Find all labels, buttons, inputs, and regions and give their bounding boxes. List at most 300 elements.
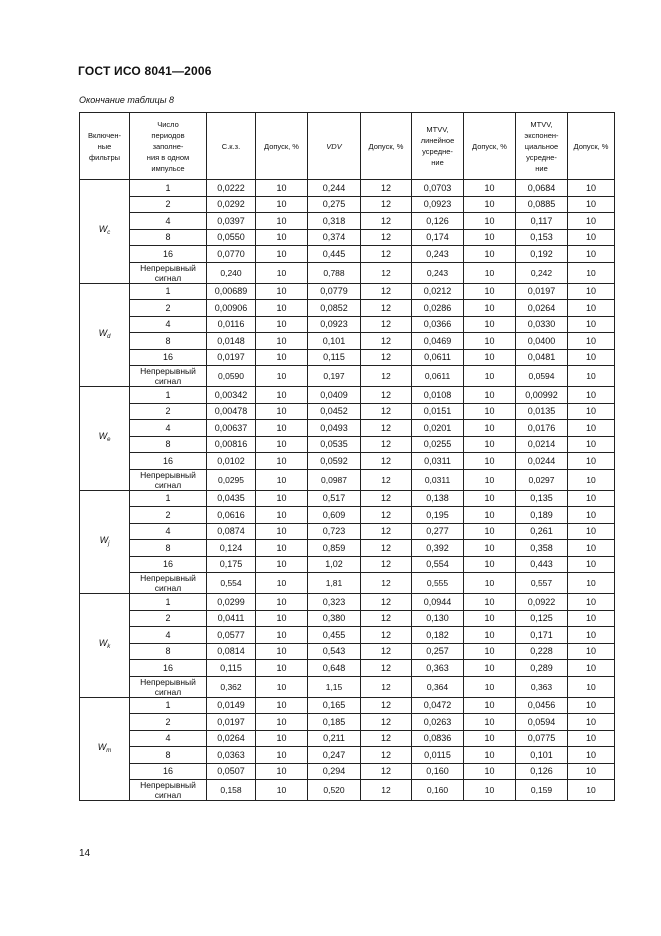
mtvv-exponential-cell: 0,0135 — [516, 403, 568, 420]
vdv-cell: 0,244 — [308, 180, 361, 197]
tolerance-cell: 10 — [256, 507, 308, 524]
tolerance-cell: 10 — [464, 523, 516, 540]
rms-cell: 0,554 — [207, 573, 256, 594]
mtvv-exponential-cell: 0,358 — [516, 540, 568, 557]
periods-cell: 2 — [130, 403, 207, 420]
table-row — [80, 403, 615, 420]
mtvv-exponential-cell: 0,189 — [516, 507, 568, 524]
periods-cell: 1 — [130, 594, 207, 611]
mtvv-linear-cell: 0,174 — [412, 229, 464, 246]
rms-cell: 0,0577 — [207, 627, 256, 644]
periods-cell: 16 — [130, 349, 207, 366]
periods-cell: 4 — [130, 420, 207, 437]
vdv-cell: 0,0852 — [308, 300, 361, 317]
tolerance-cell: 10 — [464, 763, 516, 780]
rms-cell: 0,00342 — [207, 387, 256, 404]
mtvv-exponential-cell: 0,0176 — [516, 420, 568, 437]
tolerance-cell: 10 — [256, 229, 308, 246]
mtvv-exponential-cell: 0,0297 — [516, 469, 568, 490]
periods-cell: 1 — [130, 283, 207, 300]
vdv-cell: 0,0923 — [308, 316, 361, 333]
table-row — [80, 229, 615, 246]
mtvv-exponential-cell: 0,0197 — [516, 283, 568, 300]
table-row — [80, 714, 615, 731]
mtvv-linear-cell: 0,0115 — [412, 747, 464, 764]
mtvv-linear-cell: 0,0836 — [412, 730, 464, 747]
tolerance-cell: 12 — [361, 763, 412, 780]
periods-cell: Непрерывный сигнал — [130, 573, 207, 594]
table-row — [80, 300, 615, 317]
vdv-cell: 0,445 — [308, 246, 361, 263]
table-row — [80, 610, 615, 627]
vdv-cell: 0,380 — [308, 610, 361, 627]
rms-cell: 0,0197 — [207, 714, 256, 731]
mtvv-linear-cell: 0,0472 — [412, 697, 464, 714]
table-row — [80, 507, 615, 524]
periods-cell: 16 — [130, 763, 207, 780]
tolerance-cell: 10 — [256, 420, 308, 437]
tolerance-cell: 10 — [568, 366, 615, 387]
periods-cell: 8 — [130, 747, 207, 764]
filter-name — [80, 594, 130, 698]
tolerance-cell: 10 — [464, 387, 516, 404]
rms-cell: 0,0148 — [207, 333, 256, 350]
filter-name — [80, 697, 130, 801]
vdv-cell: 0,0987 — [308, 469, 361, 490]
tolerance-cell: 10 — [464, 660, 516, 677]
tolerance-cell: 12 — [361, 387, 412, 404]
rms-cell: 0,362 — [207, 676, 256, 697]
rms-cell: 0,0116 — [207, 316, 256, 333]
rms-cell: 0,00689 — [207, 283, 256, 300]
vdv-cell: 0,165 — [308, 697, 361, 714]
tolerance-cell: 10 — [256, 403, 308, 420]
vdv-cell: 0,101 — [308, 333, 361, 350]
tolerance-cell: 12 — [361, 262, 412, 283]
mtvv-linear-cell: 0,138 — [412, 490, 464, 507]
filter-subscript: e — [107, 437, 111, 444]
table-row — [80, 333, 615, 350]
tolerance-cell: 12 — [361, 556, 412, 573]
tolerance-cell: 10 — [568, 780, 615, 801]
vdv-cell: 0,0493 — [308, 420, 361, 437]
tolerance-cell: 12 — [361, 730, 412, 747]
tolerance-cell: 10 — [256, 180, 308, 197]
tolerance-cell: 12 — [361, 594, 412, 611]
mtvv-linear-cell: 0,126 — [412, 213, 464, 230]
tolerance-cell: 10 — [256, 283, 308, 300]
tolerance-cell: 12 — [361, 316, 412, 333]
tolerance-cell: 12 — [361, 523, 412, 540]
mtvv-linear-cell: 0,130 — [412, 610, 464, 627]
page-number: 14 — [79, 848, 91, 859]
periods-cell: 16 — [130, 246, 207, 263]
tolerance-cell: 10 — [464, 262, 516, 283]
tolerance-cell: 10 — [256, 643, 308, 660]
tolerance-cell: 10 — [464, 180, 516, 197]
table-row — [80, 556, 615, 573]
tolerance-cell: 12 — [361, 747, 412, 764]
tolerance-cell: 10 — [256, 333, 308, 350]
header-rms: С.к.з. — [207, 113, 256, 180]
rms-cell: 0,158 — [207, 780, 256, 801]
table-row — [80, 246, 615, 263]
periods-cell: 4 — [130, 213, 207, 230]
vdv-cell: 0,247 — [308, 747, 361, 764]
tolerance-cell: 12 — [361, 403, 412, 420]
rms-cell: 0,0550 — [207, 229, 256, 246]
tolerance-cell: 10 — [464, 573, 516, 594]
tolerance-cell: 10 — [568, 573, 615, 594]
header-tolerance-3: Допуск, % — [464, 113, 516, 180]
vdv-cell: 0,648 — [308, 660, 361, 677]
header-tolerance-4: Допуск, % — [568, 113, 615, 180]
tolerance-cell: 12 — [361, 469, 412, 490]
tolerance-cell: 10 — [568, 387, 615, 404]
table-row — [80, 387, 615, 404]
filter-name — [80, 283, 130, 387]
mtvv-linear-cell: 0,243 — [412, 262, 464, 283]
periods-cell: 1 — [130, 697, 207, 714]
filter-symbol: W — [98, 638, 108, 649]
tolerance-cell: 10 — [464, 366, 516, 387]
tolerance-cell: 10 — [568, 196, 615, 213]
vdv-cell: 0,294 — [308, 763, 361, 780]
mtvv-linear-cell: 0,0469 — [412, 333, 464, 350]
tolerance-cell: 10 — [464, 730, 516, 747]
table-row — [80, 627, 615, 644]
filter-subscript: d — [107, 333, 111, 340]
periods-cell: Непрерывный сигнал — [130, 469, 207, 490]
tolerance-cell: 12 — [361, 349, 412, 366]
periods-cell: 4 — [130, 316, 207, 333]
tolerance-cell: 12 — [361, 196, 412, 213]
mtvv-linear-cell: 0,0611 — [412, 366, 464, 387]
periods-cell: 16 — [130, 556, 207, 573]
tolerance-cell: 10 — [256, 523, 308, 540]
tolerance-cell: 10 — [256, 387, 308, 404]
table-row — [80, 349, 615, 366]
filter-symbol: W — [98, 327, 108, 338]
tolerance-cell: 10 — [568, 643, 615, 660]
tolerance-cell: 10 — [464, 747, 516, 764]
rms-cell: 0,0299 — [207, 594, 256, 611]
mtvv-exponential-cell: 0,0922 — [516, 594, 568, 611]
tolerance-cell: 10 — [256, 676, 308, 697]
mtvv-linear-cell: 0,0201 — [412, 420, 464, 437]
tolerance-cell: 10 — [256, 316, 308, 333]
tolerance-cell: 10 — [256, 594, 308, 611]
periods-cell: 8 — [130, 540, 207, 557]
tolerance-cell: 12 — [361, 366, 412, 387]
mtvv-exponential-cell: 0,171 — [516, 627, 568, 644]
tolerance-cell: 10 — [464, 610, 516, 627]
vdv-cell: 0,0452 — [308, 403, 361, 420]
rms-cell: 0,0590 — [207, 366, 256, 387]
tolerance-cell: 10 — [568, 507, 615, 524]
mtvv-exponential-cell: 0,228 — [516, 643, 568, 660]
tolerance-cell: 10 — [568, 213, 615, 230]
table-row — [80, 436, 615, 453]
mtvv-exponential-cell: 0,363 — [516, 676, 568, 697]
mtvv-exponential-cell: 0,0481 — [516, 349, 568, 366]
tolerance-cell: 12 — [361, 490, 412, 507]
tolerance-cell: 12 — [361, 507, 412, 524]
mtvv-exponential-cell: 0,101 — [516, 747, 568, 764]
filter-subscript: c — [107, 230, 111, 237]
rms-cell: 0,0397 — [207, 213, 256, 230]
mtvv-exponential-cell: 0,135 — [516, 490, 568, 507]
mtvv-linear-cell: 0,0212 — [412, 283, 464, 300]
tolerance-cell: 10 — [464, 507, 516, 524]
mtvv-linear-cell: 0,0311 — [412, 469, 464, 490]
vdv-cell: 0,723 — [308, 523, 361, 540]
tolerance-cell: 12 — [361, 780, 412, 801]
tolerance-cell: 10 — [568, 403, 615, 420]
tolerance-cell: 10 — [464, 676, 516, 697]
rms-cell: 0,0616 — [207, 507, 256, 524]
rms-cell: 0,0102 — [207, 453, 256, 470]
tolerance-cell: 10 — [464, 420, 516, 437]
periods-cell: 4 — [130, 523, 207, 540]
mtvv-exponential-cell: 0,159 — [516, 780, 568, 801]
tolerance-cell: 12 — [361, 676, 412, 697]
rms-cell: 0,0292 — [207, 196, 256, 213]
tolerance-cell: 10 — [256, 627, 308, 644]
tolerance-cell: 10 — [568, 469, 615, 490]
vdv-cell: 0,520 — [308, 780, 361, 801]
table-row — [80, 573, 615, 594]
rms-cell: 0,0507 — [207, 763, 256, 780]
mtvv-linear-cell: 0,0286 — [412, 300, 464, 317]
tolerance-cell: 10 — [256, 540, 308, 557]
tolerance-cell: 10 — [464, 643, 516, 660]
rms-cell: 0,0295 — [207, 469, 256, 490]
tolerance-cell: 12 — [361, 229, 412, 246]
mtvv-linear-cell: 0,555 — [412, 573, 464, 594]
tolerance-cell: 10 — [256, 610, 308, 627]
mtvv-linear-cell: 0,195 — [412, 507, 464, 524]
table-row — [80, 213, 615, 230]
table-row — [80, 453, 615, 470]
table-row — [80, 747, 615, 764]
tolerance-cell: 10 — [568, 610, 615, 627]
vdv-cell: 0,318 — [308, 213, 361, 230]
tolerance-cell: 10 — [568, 420, 615, 437]
tolerance-cell: 10 — [568, 763, 615, 780]
mtvv-exponential-cell: 0,0214 — [516, 436, 568, 453]
tolerance-cell: 12 — [361, 697, 412, 714]
rms-cell: 0,0814 — [207, 643, 256, 660]
filter-name — [80, 387, 130, 491]
filter-subscript: k — [107, 644, 111, 651]
rms-cell: 0,124 — [207, 540, 256, 557]
vdv-cell: 0,185 — [308, 714, 361, 731]
tolerance-cell: 10 — [464, 283, 516, 300]
tolerance-cell: 10 — [464, 714, 516, 731]
rms-cell: 0,115 — [207, 660, 256, 677]
tolerance-cell: 10 — [256, 660, 308, 677]
tolerance-cell: 10 — [464, 436, 516, 453]
periods-cell: Непрерывный сигнал — [130, 780, 207, 801]
vdv-cell: 1,02 — [308, 556, 361, 573]
tolerance-cell: 10 — [256, 573, 308, 594]
vdv-cell: 0,115 — [308, 349, 361, 366]
mtvv-linear-cell: 0,364 — [412, 676, 464, 697]
mtvv-linear-cell: 0,0703 — [412, 180, 464, 197]
periods-cell: 2 — [130, 610, 207, 627]
tolerance-cell: 10 — [464, 403, 516, 420]
tolerance-cell: 10 — [568, 490, 615, 507]
rms-cell: 0,0874 — [207, 523, 256, 540]
tolerance-cell: 10 — [568, 660, 615, 677]
mtvv-exponential-cell: 0,443 — [516, 556, 568, 573]
mtvv-linear-cell: 0,243 — [412, 246, 464, 263]
periods-cell: 8 — [130, 229, 207, 246]
header-tolerance-2: Допуск, % — [361, 113, 412, 180]
tolerance-cell: 10 — [464, 453, 516, 470]
tolerance-cell: 10 — [256, 246, 308, 263]
tolerance-cell: 10 — [568, 316, 615, 333]
rms-cell: 0,0149 — [207, 697, 256, 714]
table-row — [80, 676, 615, 697]
vdv-cell: 0,609 — [308, 507, 361, 524]
tolerance-cell: 10 — [568, 676, 615, 697]
mtvv-linear-cell: 0,0923 — [412, 196, 464, 213]
filter-subscript: j — [108, 540, 110, 547]
periods-cell: 4 — [130, 627, 207, 644]
tolerance-cell: 10 — [568, 594, 615, 611]
mtvv-linear-cell: 0,0255 — [412, 436, 464, 453]
tolerance-cell: 10 — [256, 714, 308, 731]
tolerance-cell: 10 — [256, 300, 308, 317]
vdv-cell: 0,0779 — [308, 283, 361, 300]
mtvv-exponential-cell: 0,261 — [516, 523, 568, 540]
vdv-cell: 0,275 — [308, 196, 361, 213]
table-caption: Окончание таблицы 8 — [79, 95, 174, 105]
tolerance-cell: 10 — [568, 246, 615, 263]
rms-cell: 0,0435 — [207, 490, 256, 507]
tolerance-cell: 10 — [568, 436, 615, 453]
tolerance-cell: 10 — [464, 246, 516, 263]
table-row — [80, 196, 615, 213]
mtvv-linear-cell: 0,0311 — [412, 453, 464, 470]
tolerance-cell: 10 — [464, 594, 516, 611]
mtvv-exponential-cell: 0,0400 — [516, 333, 568, 350]
mtvv-linear-cell: 0,363 — [412, 660, 464, 677]
filter-subscript: m — [106, 747, 112, 754]
table-row — [80, 594, 615, 611]
table-row — [80, 523, 615, 540]
tolerance-cell: 10 — [464, 540, 516, 557]
header-tolerance-1: Допуск, % — [256, 113, 308, 180]
tolerance-cell: 10 — [256, 697, 308, 714]
tolerance-cell: 10 — [464, 469, 516, 490]
tolerance-cell: 10 — [256, 490, 308, 507]
tolerance-cell: 10 — [568, 349, 615, 366]
mtvv-exponential-cell: 0,0456 — [516, 697, 568, 714]
rms-cell: 0,0363 — [207, 747, 256, 764]
filter-name — [80, 490, 130, 594]
mtvv-exponential-cell: 0,00992 — [516, 387, 568, 404]
periods-cell: 2 — [130, 714, 207, 731]
filter-symbol: W — [97, 741, 107, 752]
tolerance-cell: 10 — [568, 300, 615, 317]
mtvv-exponential-cell: 0,117 — [516, 213, 568, 230]
mtvv-exponential-cell: 0,192 — [516, 246, 568, 263]
tolerance-cell: 10 — [464, 316, 516, 333]
tolerance-cell: 12 — [361, 610, 412, 627]
tolerance-cell: 10 — [464, 697, 516, 714]
tolerance-cell: 10 — [568, 730, 615, 747]
filter-symbol: W — [98, 224, 108, 235]
tolerance-cell: 10 — [256, 366, 308, 387]
tolerance-cell: 10 — [464, 229, 516, 246]
tolerance-cell: 10 — [568, 714, 615, 731]
periods-cell: 2 — [130, 507, 207, 524]
rms-cell: 0,00816 — [207, 436, 256, 453]
table-row — [80, 540, 615, 557]
results-table — [79, 112, 615, 801]
rms-cell: 0,0197 — [207, 349, 256, 366]
periods-cell: 2 — [130, 300, 207, 317]
tolerance-cell: 10 — [568, 262, 615, 283]
tolerance-cell: 10 — [568, 540, 615, 557]
tolerance-cell: 12 — [361, 627, 412, 644]
mtvv-exponential-cell: 0,0885 — [516, 196, 568, 213]
tolerance-cell: 10 — [464, 780, 516, 801]
rms-cell: 0,0222 — [207, 180, 256, 197]
mtvv-linear-cell: 0,0151 — [412, 403, 464, 420]
vdv-cell: 0,543 — [308, 643, 361, 660]
periods-cell: Непрерывный сигнал — [130, 676, 207, 697]
mtvv-exponential-cell: 0,153 — [516, 229, 568, 246]
tolerance-cell: 12 — [361, 573, 412, 594]
rms-cell: 0,00478 — [207, 403, 256, 420]
tolerance-cell: 12 — [361, 246, 412, 263]
tolerance-cell: 10 — [568, 453, 615, 470]
table-row — [80, 283, 615, 300]
table-row — [80, 730, 615, 747]
table-row — [80, 366, 615, 387]
tolerance-cell: 10 — [256, 196, 308, 213]
header-vdv: VDV — [308, 113, 361, 180]
tolerance-cell: 10 — [464, 196, 516, 213]
periods-cell: 4 — [130, 730, 207, 747]
rms-cell: 0,175 — [207, 556, 256, 573]
vdv-cell: 0,517 — [308, 490, 361, 507]
table-row — [80, 643, 615, 660]
tolerance-cell: 10 — [464, 490, 516, 507]
mtvv-exponential-cell: 0,0244 — [516, 453, 568, 470]
header-mtvv-exponential: MTVV, экспонен- циальное усредне- ние — [516, 113, 568, 180]
tolerance-cell: 10 — [256, 262, 308, 283]
table-header-row — [80, 113, 615, 180]
mtvv-exponential-cell: 0,289 — [516, 660, 568, 677]
periods-cell: 1 — [130, 490, 207, 507]
header-filters: Включен- ные фильтры — [80, 113, 130, 180]
mtvv-exponential-cell: 0,557 — [516, 573, 568, 594]
mtvv-linear-cell: 0,257 — [412, 643, 464, 660]
filter-name — [80, 180, 130, 284]
periods-cell: 16 — [130, 453, 207, 470]
periods-cell: 2 — [130, 196, 207, 213]
tolerance-cell: 10 — [464, 213, 516, 230]
tolerance-cell: 10 — [568, 180, 615, 197]
table-row — [80, 469, 615, 490]
vdv-cell: 0,788 — [308, 262, 361, 283]
tolerance-cell: 12 — [361, 540, 412, 557]
